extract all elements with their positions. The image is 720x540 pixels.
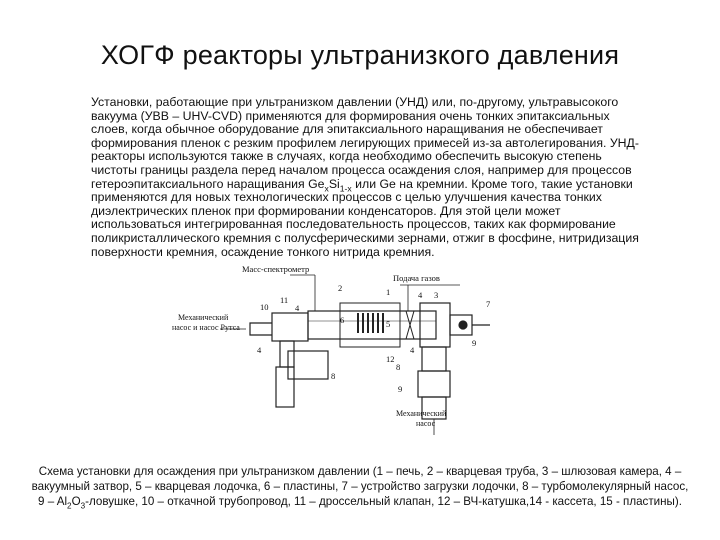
body-line: чистоты границы раздела перед началом процесса осаждения слоя, например для процессов — [91, 162, 632, 177]
body-line: диэлектрических пленок при формировании конденсаторов. Для этой цели может — [91, 203, 561, 218]
body-line: поликристаллического кремния с полусферическими зернами, отжиг в фосфине, нитридизация — [91, 230, 639, 245]
callout-4: 4 — [418, 290, 423, 300]
callout-4: 4 — [295, 303, 300, 313]
label-mech-pump-2: насос — [416, 419, 436, 428]
label-mech-pump-roots-2: насос и насос Рутса — [172, 323, 240, 332]
body-line: слоев, когда обычное оборудование для эпитаксиального наращивания не обеспечивает — [91, 122, 603, 137]
caption-line: Схема установки для осаждения при ультранизком давлении (1 – печь, 2 – кварцевая труба, 3 – шлюзовая камера, 4 – — [38, 465, 682, 478]
callout-4: 4 — [410, 345, 415, 355]
body-line: поверхности кремния, осаждение тонкого нитрида кремния. — [91, 244, 435, 259]
body-line: вакуума (УВВ – UHV-CVD) применяются для формирования очень тонких эпитаксиальных — [91, 108, 610, 123]
callout-8: 8 — [331, 371, 336, 381]
label-gas-feed: Подача газов — [393, 273, 440, 283]
label-mass-spectrometer: Масс-спектрометр — [242, 264, 310, 274]
callout-12: 12 — [386, 354, 395, 364]
callout-3: 3 — [434, 290, 439, 300]
callout-6: 6 — [340, 315, 345, 325]
body-line: Установки, работающие при ультранизком давлении (УНД) или, по-другому, ультравысокого — [91, 95, 619, 109]
slide-title: ХОГФ реакторы ультранизкого давления — [100, 40, 620, 70]
body-line-formula: гетероэпитаксиального наращивания $Ge_xSi_{1-x}$ или Ge на кремнии. Кроме того, такие установки — [91, 176, 633, 194]
callout-10: 10 — [260, 302, 269, 312]
callout-11: 11 — [280, 295, 289, 305]
callout-2: 2 — [338, 283, 343, 293]
uhv-cvd-schematic — [160, 263, 520, 438]
body-line: формирования пленок с резким профилем легирующих примесей из-за автолегирования. УНД- — [91, 135, 639, 150]
exhaust-pipe — [280, 341, 294, 367]
exhaust-manifold — [272, 313, 308, 341]
turbo-pump-right — [422, 347, 446, 371]
furnace — [340, 303, 400, 347]
callout-7: 7 — [486, 299, 491, 309]
callout-1: 1 — [386, 287, 391, 297]
caption-line: вакуумный затвор, 5 – кварцевая лодочка, 6 – пластины, 7 – устройство загрузки лодочки, 8 – турбомолекулярный насос, — [31, 480, 689, 493]
label-mech-pump-roots-1: Механический — [178, 313, 229, 322]
label-mech-pump-1: Механический — [396, 409, 447, 418]
body-line: реакторы используются также в случаях, когда необходимо обеспечить высокую степень — [91, 149, 602, 164]
callout-8: 8 — [396, 362, 401, 372]
load-lock — [420, 303, 450, 347]
callout-4: 4 — [257, 345, 262, 355]
figure-caption — [8, 464, 712, 509]
caption-line-formula: $9 - Al_2O_3$-ловушке, 10 – откачной трубопровод, 11 – дроссельный клапан, 12 – ВЧ-катушка,14 - кассета, 15 - пластины). — [38, 495, 682, 511]
body-line: использоваться интегрированная последовательность процессов, таких как формирование — [91, 217, 616, 232]
callout-5: 5 — [386, 319, 391, 329]
body-paragraph — [91, 96, 666, 259]
callout-9: 9 — [472, 338, 477, 348]
callout-9: 9 — [398, 384, 403, 394]
body-line: применяются для новых технологических процессов с целью улучшения качества тонких — [91, 190, 602, 205]
